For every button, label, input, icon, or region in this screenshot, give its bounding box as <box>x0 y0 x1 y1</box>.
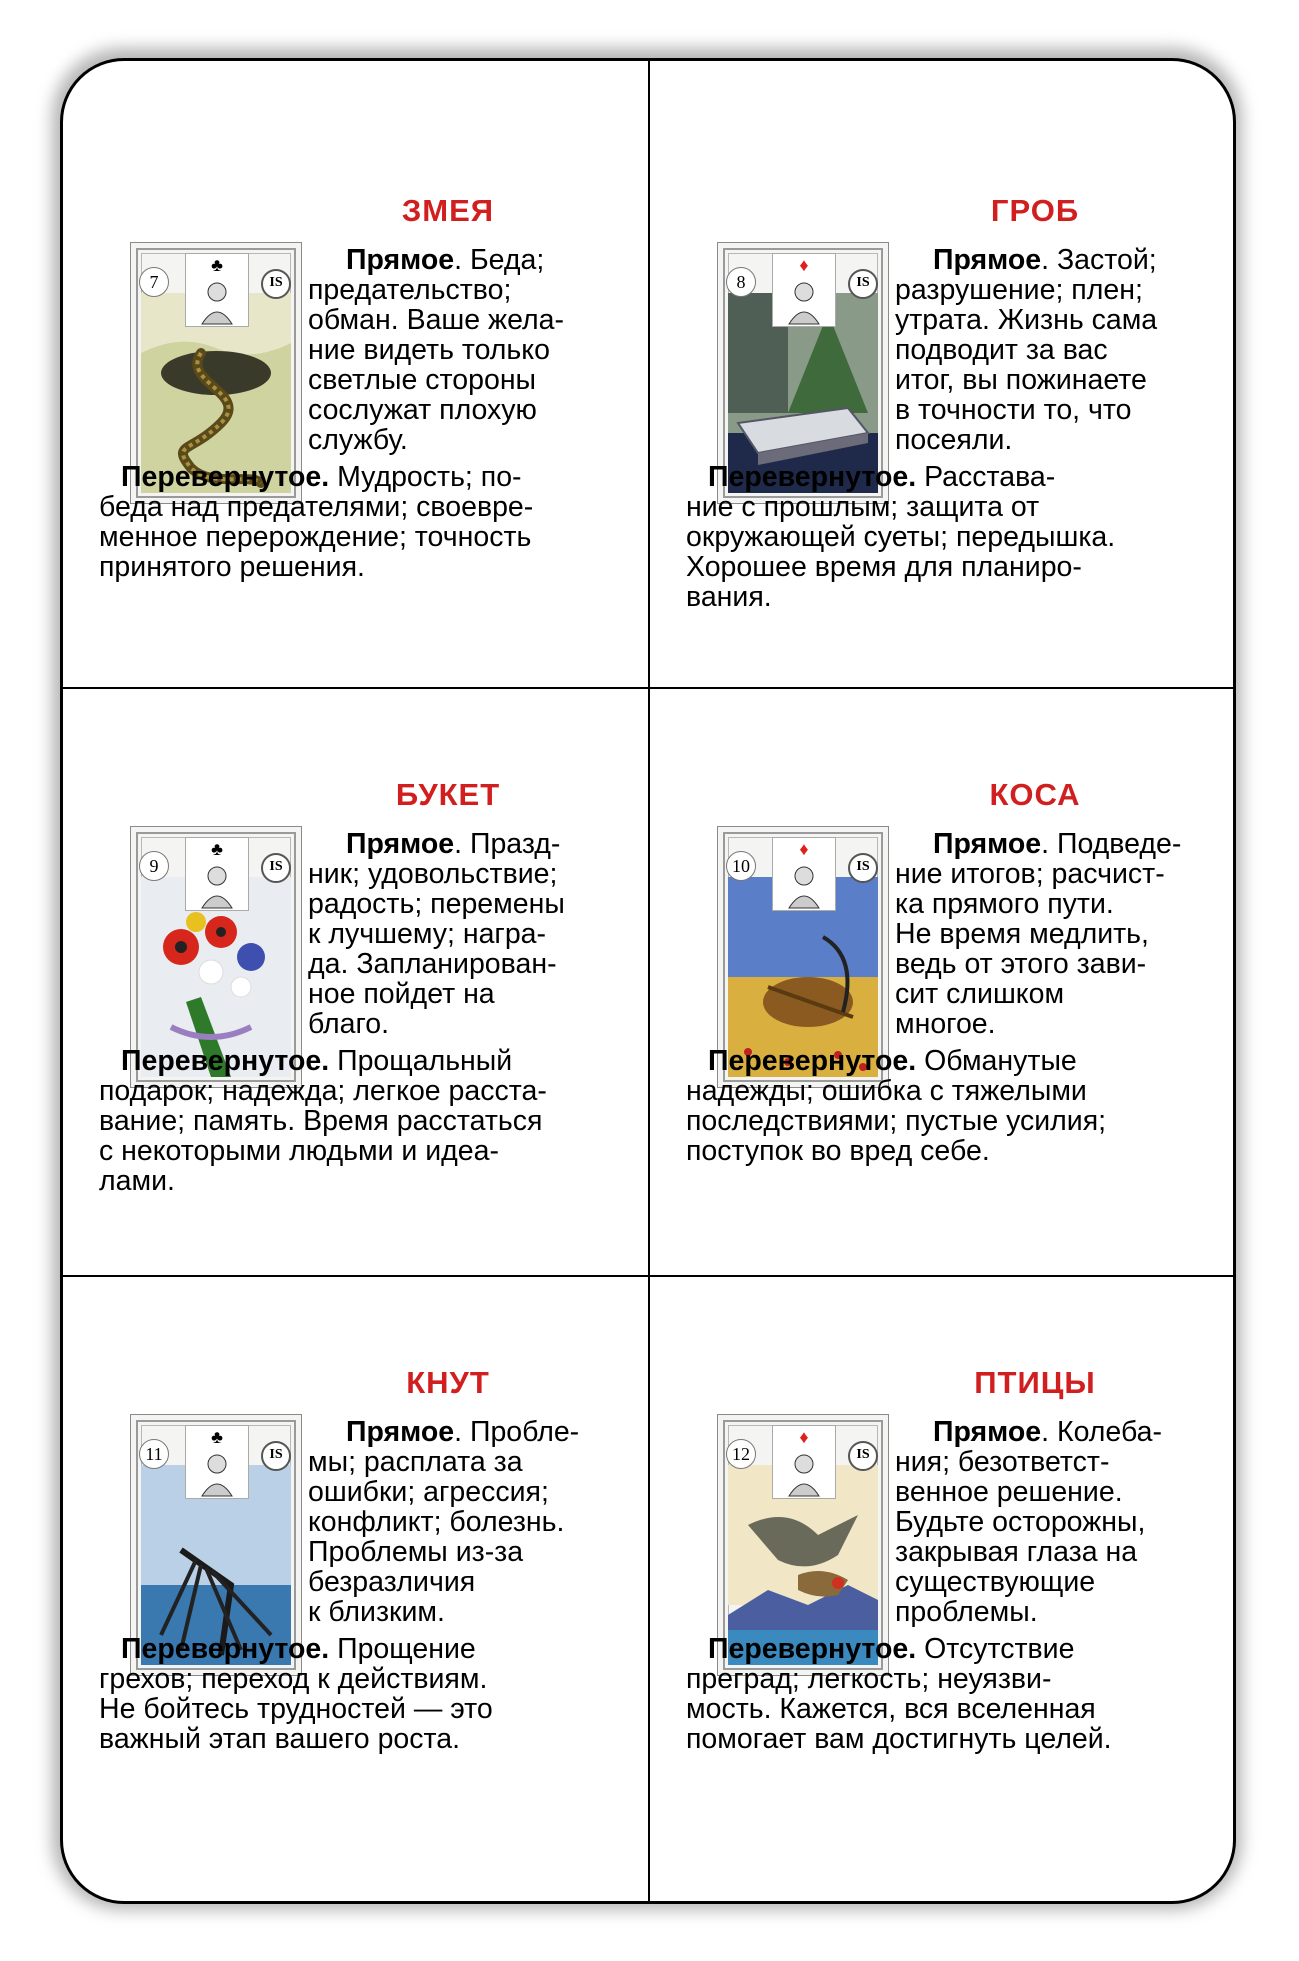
suit-icon: ♦ <box>799 1427 809 1447</box>
direct-line: безразличия <box>308 1566 476 1598</box>
reversed-line: последствиями; пустые усилия; <box>686 1105 1107 1137</box>
card-title: КОСА <box>989 777 1081 812</box>
direct-line: сит слишком <box>895 978 1065 1010</box>
card-entry-bouquet <box>63 689 648 1273</box>
reversed-text: Прощение <box>329 1633 476 1665</box>
direct-meaning <box>895 1417 1225 1627</box>
direct-label: Прямое <box>346 1416 455 1448</box>
direct-meaning <box>308 1417 638 1627</box>
suit-icon: ♣ <box>211 255 223 275</box>
direct-line: ник; удовольствие; <box>308 858 558 890</box>
reversed-line <box>99 462 624 492</box>
direct-line: Проблемы из-за <box>308 1536 524 1568</box>
reversed-line: ние с прошлым; защита от <box>686 491 1040 523</box>
reversed-line: подарок; надежда; легкое расста- <box>99 1075 547 1107</box>
portrait-icon <box>186 254 248 326</box>
reversed-line: лами. <box>99 1165 175 1197</box>
card-entry-scythe <box>650 689 1235 1273</box>
direct-line: в точности то, что <box>895 394 1132 426</box>
reversed-line: важный этап вашего роста. <box>99 1723 461 1755</box>
direct-line <box>308 245 638 275</box>
direct-label: Прямое <box>933 828 1042 860</box>
reversed-line <box>99 1634 624 1664</box>
direct-text: . Колеба- <box>1041 1416 1162 1448</box>
reversed-meaning <box>99 1046 624 1196</box>
emblem-icon: IS <box>848 1441 878 1471</box>
direct-line <box>308 1417 638 1447</box>
direct-line: утрата. Жизнь сама <box>895 304 1158 336</box>
reversed-label: Перевернутое. <box>121 1633 330 1665</box>
direct-line: ное пойдет на <box>308 978 495 1010</box>
reversed-text: Отсутствие <box>916 1633 1075 1665</box>
direct-line: ния; безответст- <box>895 1446 1110 1478</box>
reversed-meaning <box>99 1634 624 1754</box>
reversed-meaning <box>99 462 624 582</box>
reversed-meaning <box>686 1634 1211 1754</box>
direct-line: к лучшему; награ- <box>308 918 547 950</box>
card-entry-coffin <box>650 105 1235 689</box>
direct-line: к близким. <box>308 1596 445 1628</box>
playing-card-inset <box>185 837 249 911</box>
direct-line: многое. <box>895 1008 996 1040</box>
direct-line: ведь от этого зави- <box>895 948 1147 980</box>
direct-line: ка прямого пути. <box>895 888 1114 920</box>
direct-line: службу. <box>308 424 408 456</box>
suit-icon: ♣ <box>211 1427 223 1447</box>
card-number: 11 <box>139 1439 169 1469</box>
card-number: 9 <box>139 851 169 881</box>
direct-line: сослужат плохую <box>308 394 537 426</box>
direct-line <box>895 1417 1225 1447</box>
direct-meaning <box>308 245 638 455</box>
direct-text: . Застой; <box>1041 244 1157 276</box>
direct-line: да. Запланирован- <box>308 948 557 980</box>
reversed-line: грехов; переход к действиям. <box>99 1663 488 1695</box>
direct-line: ние видеть только <box>308 334 550 366</box>
suit-icon: ♦ <box>799 255 809 275</box>
reversed-meaning <box>686 1046 1211 1166</box>
portrait-icon <box>186 1426 248 1498</box>
reversed-line <box>686 462 1211 492</box>
reversed-text: Прощальный <box>329 1045 513 1077</box>
direct-line: разрушение; плен; <box>895 274 1143 306</box>
card-number: 7 <box>139 267 169 297</box>
direct-meaning <box>895 245 1225 455</box>
direct-line: радость; перемены <box>308 888 565 920</box>
card-title: ГРОБ <box>990 193 1080 228</box>
reversed-line <box>686 1634 1211 1664</box>
card-title: ПТИЦЫ <box>974 1365 1096 1400</box>
reversed-label: Перевернутое. <box>121 461 330 493</box>
emblem-icon: IS <box>848 853 878 883</box>
reversed-line: вание; память. Время расстаться <box>99 1105 543 1137</box>
direct-line <box>895 829 1225 859</box>
direct-label: Прямое <box>346 828 455 860</box>
reversed-text: Обманутые <box>916 1045 1077 1077</box>
card-title: ЗМЕЯ <box>401 193 495 228</box>
card-number: 10 <box>726 851 756 881</box>
reversed-text: Расстава- <box>916 461 1056 493</box>
direct-line: проблемы. <box>895 1596 1038 1628</box>
card-number: 12 <box>726 1439 756 1469</box>
portrait-icon <box>186 838 248 910</box>
reversed-line: окружающей суеты; передышка. <box>686 521 1116 553</box>
direct-text: . Подведе- <box>1041 828 1182 860</box>
direct-line: ние итогов; расчист- <box>895 858 1165 890</box>
reversed-line <box>686 1046 1211 1076</box>
direct-line: светлые стороны <box>308 364 537 396</box>
suit-icon: ♦ <box>799 839 809 859</box>
reversed-line: Хорошее время для планиро- <box>686 551 1082 583</box>
reversed-line: принятого решения. <box>99 551 365 583</box>
direct-line: венное решение. <box>895 1476 1123 1508</box>
direct-line: обман. Ваше жела- <box>308 304 564 336</box>
direct-text: . Пробле- <box>454 1416 580 1448</box>
direct-line: конфликт; болезнь. <box>308 1506 565 1538</box>
direct-meaning <box>308 829 638 1039</box>
direct-meaning <box>895 829 1225 1039</box>
direct-line: предательство; <box>308 274 512 306</box>
portrait-icon <box>773 838 835 910</box>
reversed-line: вания. <box>686 581 772 613</box>
card-title: БУКЕТ <box>395 777 501 812</box>
reversed-text: Мудрость; по- <box>329 461 522 493</box>
reversed-line: мость. Кажется, вся вселенная <box>686 1693 1096 1725</box>
reversed-label: Перевернутое. <box>708 1045 917 1077</box>
emblem-icon: IS <box>261 269 291 299</box>
reversed-line: беда над предателями; своевре- <box>99 491 534 523</box>
reversed-line: поступок во вред себе. <box>686 1135 990 1167</box>
direct-line: закрывая глаза на <box>895 1536 1138 1568</box>
direct-line: посеяли. <box>895 424 1013 456</box>
direct-line <box>308 829 638 859</box>
reversed-label: Перевернутое. <box>708 1633 917 1665</box>
playing-card-inset <box>185 1425 249 1499</box>
reversed-line <box>99 1046 624 1076</box>
reversed-line: помогает вам достигнуть целей. <box>686 1723 1112 1755</box>
direct-line: подводит за вас <box>895 334 1108 366</box>
card-entry-snake <box>63 105 648 689</box>
emblem-icon: IS <box>261 1441 291 1471</box>
direct-line: мы; расплата за <box>308 1446 523 1478</box>
playing-card-inset <box>772 253 836 327</box>
reversed-line: менное перерождение; точность <box>99 521 532 553</box>
card-entry-birds <box>650 1277 1235 1861</box>
reversed-line: Не бойтесь трудностей — это <box>99 1693 493 1725</box>
direct-text: . Беда; <box>454 244 545 276</box>
playing-card-inset <box>185 253 249 327</box>
direct-text: . Празд- <box>454 828 561 860</box>
card-sheet <box>60 58 1236 1904</box>
direct-line <box>895 245 1225 275</box>
playing-card-inset <box>772 837 836 911</box>
direct-line: ошибки; агрессия; <box>308 1476 549 1508</box>
direct-label: Прямое <box>346 244 455 276</box>
direct-line: итог, вы пожинаете <box>895 364 1147 396</box>
card-entry-whip <box>63 1277 648 1861</box>
direct-label: Прямое <box>933 244 1042 276</box>
direct-line: существующие <box>895 1566 1096 1598</box>
reversed-label: Перевернутое. <box>708 461 917 493</box>
portrait-icon <box>773 1426 835 1498</box>
emblem-icon: IS <box>261 853 291 883</box>
reversed-line: с некоторыми людьми и идеа- <box>99 1135 499 1167</box>
portrait-icon <box>773 254 835 326</box>
reversed-meaning <box>686 462 1211 612</box>
direct-line: Будьте осторожны, <box>895 1506 1146 1538</box>
emblem-icon: IS <box>848 269 878 299</box>
reversed-line: преград; легкость; неуязви- <box>686 1663 1052 1695</box>
reversed-line: надежды; ошибка с тяжелыми <box>686 1075 1087 1107</box>
reversed-label: Перевернутое. <box>121 1045 330 1077</box>
suit-icon: ♣ <box>211 839 223 859</box>
direct-line: Не время медлить, <box>895 918 1149 950</box>
card-number: 8 <box>726 267 756 297</box>
playing-card-inset <box>772 1425 836 1499</box>
direct-label: Прямое <box>933 1416 1042 1448</box>
card-title: КНУТ <box>406 1365 490 1400</box>
direct-line: благо. <box>308 1008 390 1040</box>
